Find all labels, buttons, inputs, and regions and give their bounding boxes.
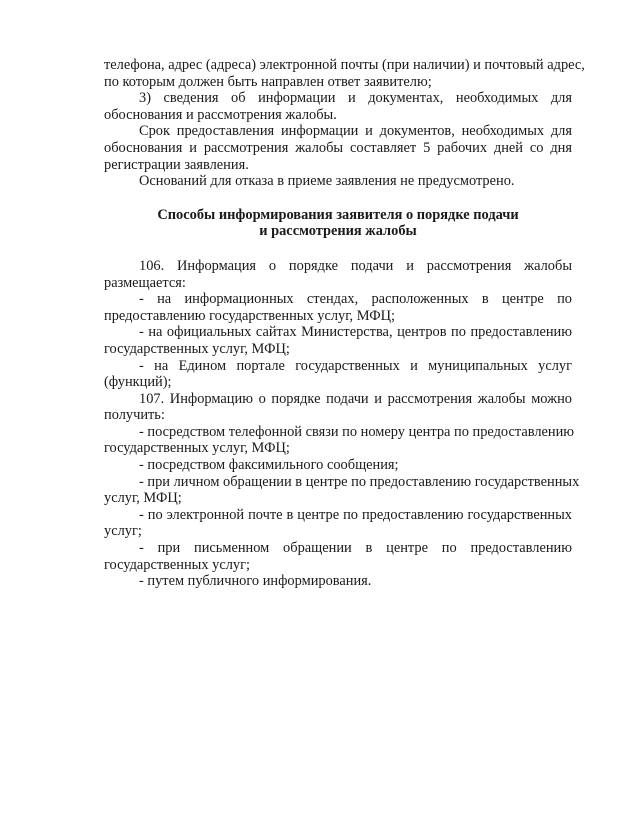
text-line: 106. Информация о порядке подачи и рассмотрения жалобы — [139, 257, 572, 274]
text-line: обоснования и рассмотрения жалобы составляет 5 рабочих дней со дня — [104, 139, 572, 156]
list-item-unified-portal — [104, 358, 572, 391]
list-item-public — [104, 573, 572, 590]
text-line: получить: — [104, 407, 165, 424]
paragraph-106 — [104, 258, 572, 291]
document-body — [104, 57, 585, 590]
text-line: размещается: — [104, 274, 186, 291]
text-line: - при письменном обращении в центре по предоставлению — [139, 540, 572, 557]
text-line: услуг; — [104, 523, 142, 540]
text-line: - посредством факсимильного сообщения; — [139, 457, 399, 474]
list-item-written — [104, 540, 572, 573]
text-line: - на официальных сайтах Министерства, центров по предоставлению — [139, 324, 572, 341]
text-line: - по электронной почте в центре по предоставлению государственных — [139, 506, 572, 523]
text-line: - на информационных стендах, расположенных в центре по — [139, 291, 572, 308]
text-line: телефона, адрес (адреса) электронной почты (при наличии) и почтовый адрес, — [104, 57, 585, 73]
text-line: обоснования и рассмотрения жалобы. — [104, 106, 337, 123]
text-line: по которым должен быть направлен ответ заявителю; — [104, 73, 432, 90]
heading-line: и рассмотрения жалобы — [259, 223, 417, 240]
text-line: Оснований для отказа в приеме заявления не предусмотрено. — [139, 173, 515, 190]
paragraph-term — [104, 123, 572, 173]
text-line: - на Едином портале государственных и муниципальных услуг — [139, 357, 572, 374]
text-line: Срок предоставления информации и документов, необходимых для — [139, 123, 572, 140]
text-line: (функций); — [104, 374, 172, 391]
text-line: 107. Информацию о порядке подачи и рассмотрения жалобы можно — [139, 390, 572, 407]
list-item-email — [104, 507, 572, 540]
text-line: 3) сведения об информации и документах, необходимых для — [139, 90, 572, 107]
list-item-websites — [104, 324, 572, 357]
list-item-fax — [104, 457, 572, 474]
paragraph-contact-details — [104, 57, 585, 90]
paragraph-107 — [104, 391, 572, 424]
text-line: государственных услуг, МФЦ; — [104, 340, 290, 357]
text-line: государственных услуг, МФЦ; — [104, 440, 290, 457]
text-line: предоставлению государственных услуг, МФЦ; — [104, 307, 396, 324]
list-item-in-person — [104, 473, 580, 507]
text-line: - при личном обращении в центре по предоставлению государственных — [139, 473, 580, 490]
heading-line: Способы информирования заявителя о порядке подачи — [157, 206, 519, 223]
text-line: - посредством телефонной связи по номеру центра по предоставлению — [139, 423, 575, 440]
text-line: - путем публичного информирования. — [139, 573, 372, 590]
list-item-stands — [104, 291, 572, 324]
text-line: услуг, МФЦ; — [104, 490, 182, 507]
text-line: государственных услуг; — [104, 556, 250, 573]
text-line: регистрации заявления. — [104, 156, 249, 173]
paragraph-item-3 — [104, 90, 572, 123]
paragraph-no-refusal — [104, 173, 572, 190]
section-heading — [104, 207, 572, 240]
list-item-phone — [104, 423, 575, 457]
